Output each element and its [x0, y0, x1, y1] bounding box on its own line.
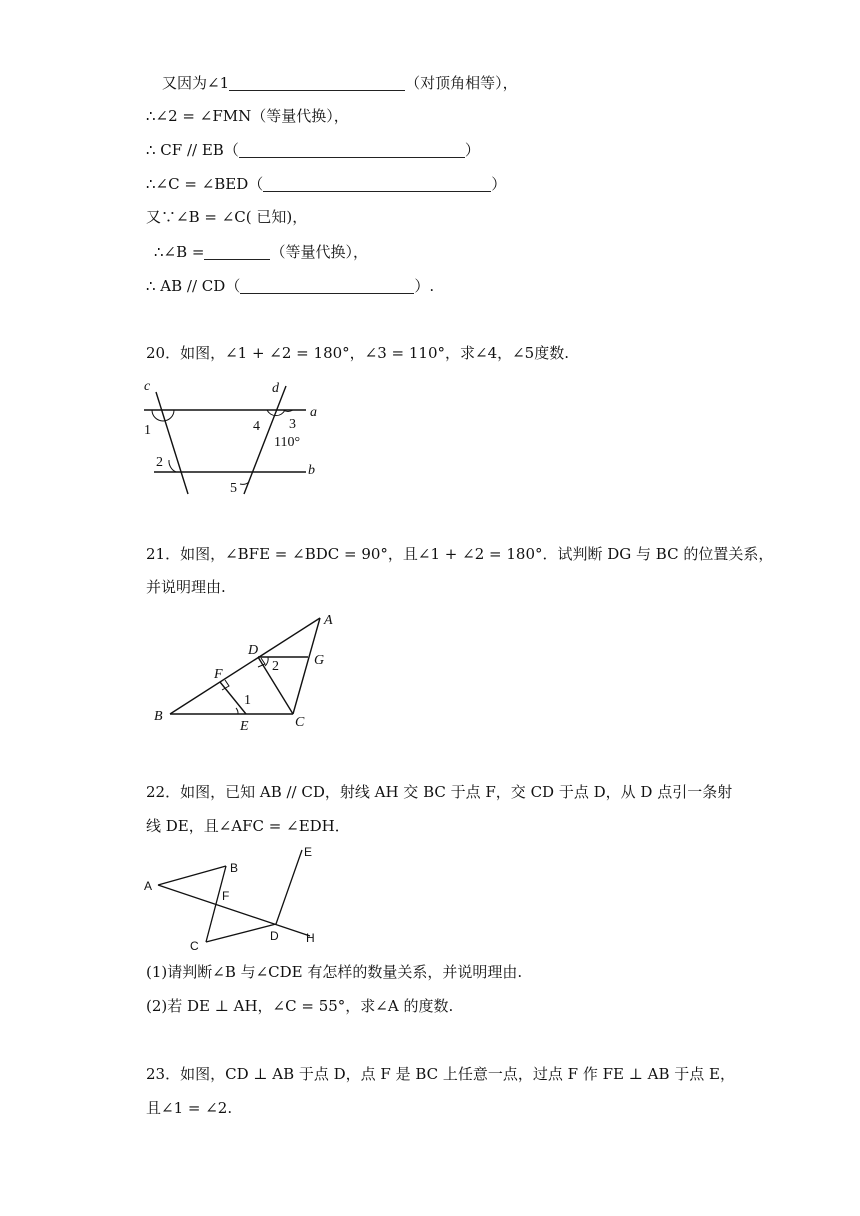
ray-DE: [276, 850, 302, 924]
label-F: F: [214, 667, 223, 682]
proof-line-3-start: ∴ CF // EB（: [146, 141, 239, 159]
angle-2-arc: [169, 460, 176, 472]
proof-line-6-start: ∴∠B =: [154, 243, 205, 261]
proof-line-7-start: ∴ AB // CD（: [146, 277, 241, 295]
label-G: G: [314, 653, 325, 668]
q22-figure: [140, 842, 330, 956]
label-d: d: [272, 381, 279, 396]
segment-CD: [206, 924, 276, 942]
answer-blank-4[interactable]: [204, 243, 270, 260]
label-2: 2: [156, 455, 163, 470]
proof-line-4-end: ）: [491, 175, 507, 193]
proof-line-4-start: ∴∠C = ∠BED（: [146, 175, 264, 193]
q21-figure: [148, 608, 348, 734]
label-F: F: [222, 889, 230, 903]
label-110: 110°: [274, 435, 301, 450]
q22-sub-1: (1)请判断∠B 与∠CDE 有怎样的数量关系，并说明理由.: [146, 963, 523, 981]
proof-line-7: [146, 276, 434, 296]
proof-line-1-start: 又因为∠1: [162, 74, 230, 92]
label-4: 4: [253, 419, 260, 434]
q22-text-2: 线 DE，且∠AFC = ∠EDH．: [146, 817, 350, 835]
answer-blank-3[interactable]: [263, 175, 491, 192]
q23-text-1: 23．如图，CD ⊥ AB 于点 D，点 F 是 BC 上任意一点，过点 F 作 FE ⊥ AB 于点 E，: [146, 1065, 735, 1083]
label-E: E: [304, 845, 313, 859]
proof-line-4: [146, 174, 506, 194]
label-1: 1: [144, 423, 151, 438]
label-C: C: [295, 715, 305, 730]
angle-2-arc: [265, 657, 268, 666]
label-B: B: [230, 861, 239, 875]
proof-line-1: [162, 73, 518, 93]
segment-AB: [158, 866, 226, 885]
label-H: H: [306, 931, 315, 945]
label-E: E: [240, 719, 249, 734]
proof-line-2: ∴∠2 = ∠FMN（等量代换），: [146, 107, 349, 125]
proof-line-7-end: ）.: [414, 277, 435, 295]
answer-blank-1[interactable]: [229, 74, 405, 91]
label-A: A: [324, 613, 333, 628]
label-c: c: [144, 379, 151, 394]
proof-line-6: [154, 242, 368, 262]
segment-FE: [220, 682, 246, 714]
answer-blank-5[interactable]: [240, 277, 414, 294]
proof-line-1-end: （对顶角相等），: [405, 74, 518, 92]
proof-line-5: 又∵∠B = ∠C( 已知)，: [146, 208, 308, 226]
angle-1-arc: [236, 708, 238, 714]
line-c: [156, 392, 188, 494]
proof-line-3: [146, 140, 480, 160]
label-D: D: [248, 643, 259, 658]
q22-sub-2: (2)若 DE ⊥ AH，∠C = 55°，求∠A 的度数.: [146, 997, 454, 1015]
label-3: 3: [289, 417, 296, 432]
label-D: D: [270, 929, 279, 943]
q20-figure: [138, 374, 328, 498]
label-C: C: [190, 939, 199, 953]
q21-text-2: 并说明理由.: [146, 578, 226, 596]
proof-line-3-end: ）: [464, 141, 480, 159]
q20-text: 20．如图，∠1 + ∠2 = 180°，∠3 = 110°，求∠4，∠5度数.: [146, 344, 569, 362]
answer-blank-2[interactable]: [239, 141, 465, 158]
label-A: A: [144, 879, 153, 893]
label-a: a: [310, 405, 317, 420]
label-B: B: [154, 709, 163, 724]
label-2: 2: [272, 659, 279, 674]
label-1: 1: [244, 693, 251, 708]
proof-line-6-end: （等量代换），: [270, 243, 368, 261]
q21-text-1: 21．如图，∠BFE = ∠BDC = 90°，且∠1 + ∠2 = 180°．试判断 DG 与 BC 的位置关系，: [146, 545, 774, 563]
q23-text-2: 且∠1 = ∠2.: [146, 1099, 233, 1117]
q22-text-1: 22．如图，已知 AB // CD，射线 AH 交 BC 于点 F，交 CD 于点 D，从 D 点引一条射: [146, 783, 733, 801]
label-b: b: [308, 463, 315, 478]
label-5: 5: [230, 481, 237, 496]
segment-BC: [206, 866, 226, 942]
